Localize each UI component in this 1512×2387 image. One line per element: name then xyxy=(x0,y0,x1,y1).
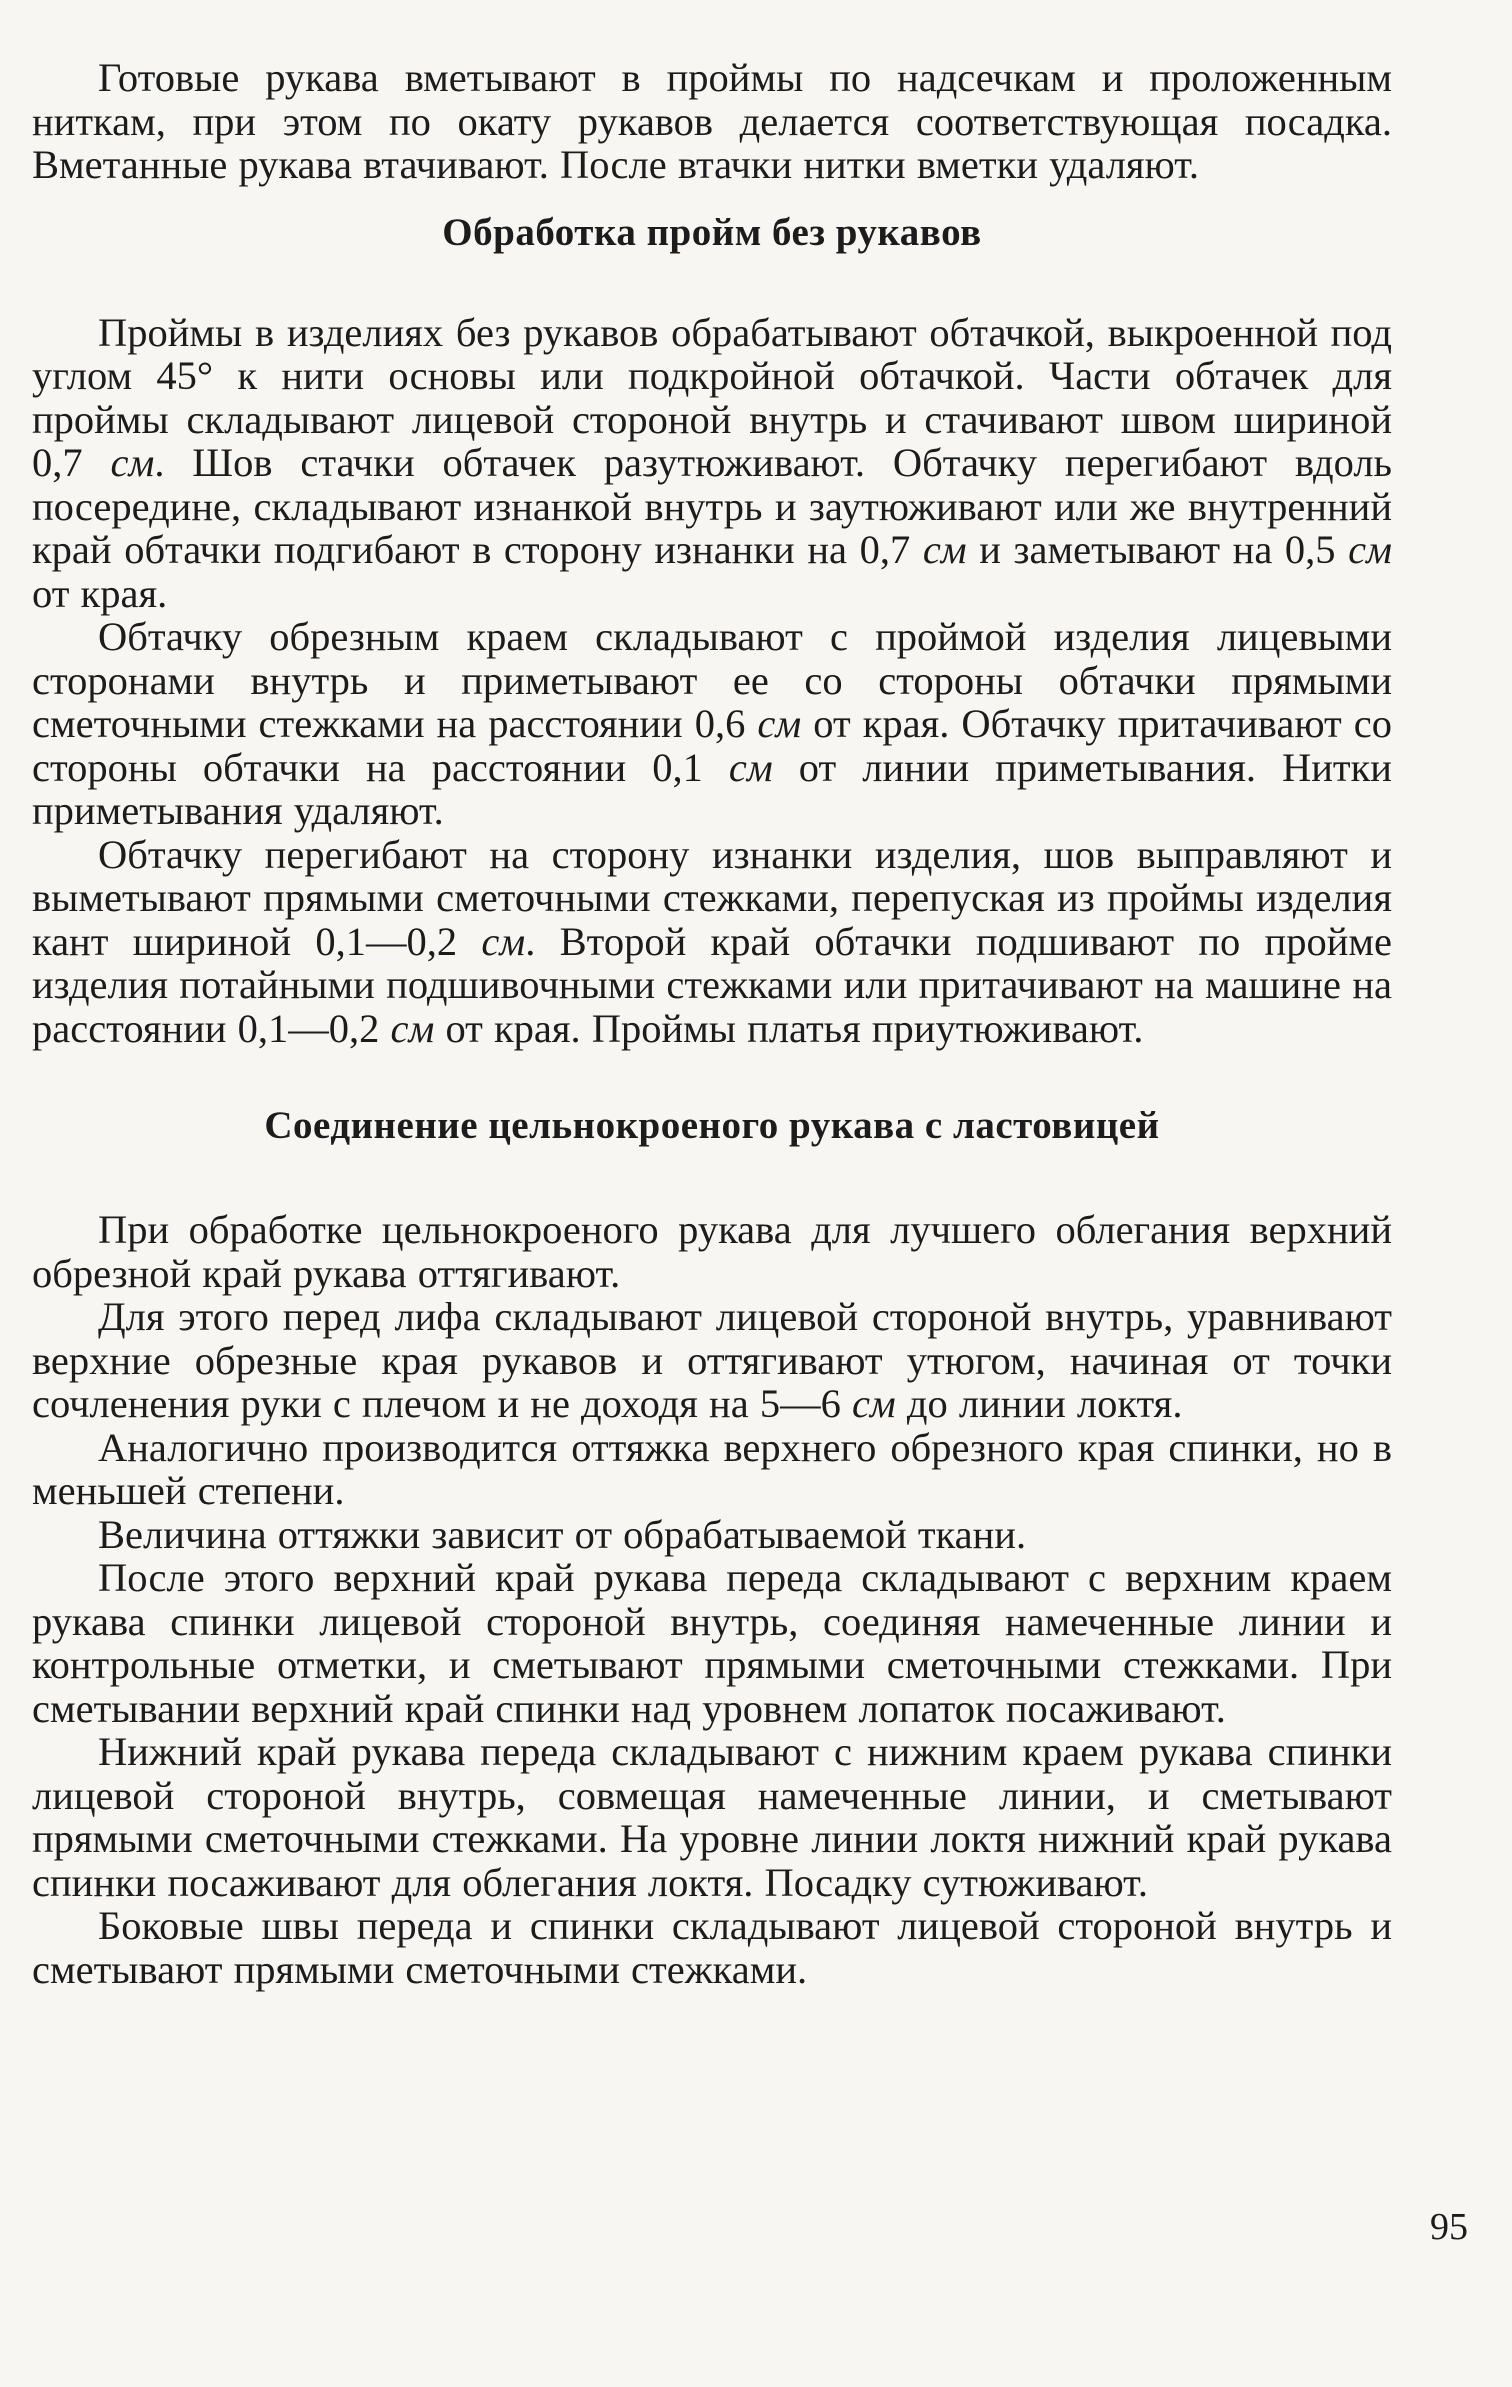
page-number: 95 xyxy=(1430,2206,1468,2248)
paragraph: Аналогично производится оттяжка верхнего обрезного края спинки, но в меньшей степени. xyxy=(32,1424,1392,1513)
paragraph: Величина оттяжки зависит от обрабатываемой ткани. xyxy=(98,1511,1027,1557)
paragraph: После этого верхний край рукава переда складывают с верхним краем рукава спинки лицевой стороной внутрь, соединяя намеченные линии и контрольные отметки, и сметывают прямыми сметочными стежками. При сметывании верхний край спинки над уровнем лопаток посаживают. xyxy=(32,1555,1392,1731)
paragraph: Обтачку обрезным краем складывают с проймой изделия лицевыми сторонами внутрь и приметывают ее со стороны обтачки прямыми сметочными стежками на расстоянии 0,6 см от края. Обтачку притачивают со стороны обтачки на расстоянии 0,1 см от линии приметывания. Нитки приметывания удаляют. xyxy=(32,614,1392,833)
paragraph: Нижний край рукава переда складывают с нижним краем рукава спинки лицевой стороной внутрь, совмещая намеченные линии, и сметывают прямыми сметочными стежками. На уровне линии локтя нижний край рукава спинки посаживают для облегания локтя. Посадку сутюживают. xyxy=(32,1729,1392,1905)
paragraph: Готовые рукава вметывают в проймы по надсечкам и проложенным ниткам, при этом по окату рукавов делается соответствующая посадка. Вметанные рукава втачивают. После втачки нитки вметки удаляют. xyxy=(32,55,1392,187)
paragraph: Для этого перед лифа складывают лицевой стороной внутрь, уравнивают верхние обрезные края рукавов и оттягивают утюгом, начиная от точки сочленения руки с плечом и не доходя на 5—6 см до линии локтя. xyxy=(32,1294,1392,1426)
text-column xyxy=(32,56,1392,1991)
section-heading: Обработка пройм без рукавов xyxy=(442,210,982,254)
paragraph: Проймы в изделиях без рукавов обрабатывают обтачкой, выкроенной под углом 45° к нити основы или подкройной обтачкой. Части обтачек для проймы складывают лицевой стороной внутрь и стачивают швом шириной 0,7 см. Шов стачки обтачек разутюживают. Обтачку перегибают вдоль посередине, складывают изнанкой внутрь и заутюживают или же внутренний край обтачки подгибают в сторону изнанки на 0,7 см и заметывают на 0,5 см от края. xyxy=(32,309,1393,616)
paragraph: Боковые швы переда и спинки складывают лицевой стороной внутрь и сметывают прямыми сметочными стежками. xyxy=(32,1903,1392,1992)
section-heading: Соединение цельнокроеного рукава с ластовицей xyxy=(264,1104,1160,1147)
paragraph: При обработке цельнокроеного рукава для лучшего облегания верхний обрезной край рукава оттягивают. xyxy=(32,1207,1392,1296)
paragraph: Обтачку перегибают на сторону изнанки изделия, шов выправляют и выметывают прямыми сметочными стежками, перепуская из проймы изделия кант шириной 0,1—0,2 см. Второй край обтачки подшивают по пройме изделия потайными подшивочными стежками или притачивают на машине на расстоянии 0,1—0,2 см от края. Проймы платья приутюживают. xyxy=(32,831,1393,1051)
